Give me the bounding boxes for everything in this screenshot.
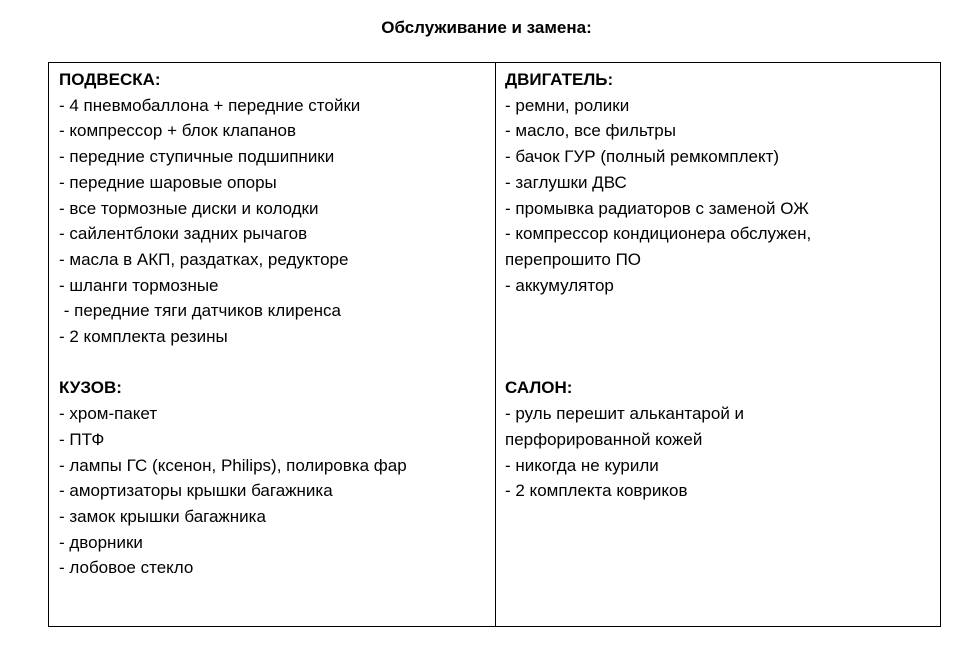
section-spacer xyxy=(505,350,940,376)
list-item: - дворники xyxy=(59,532,143,552)
list-item: - масло, все фильтры xyxy=(505,121,676,141)
list-item: - никогда не курили xyxy=(505,455,659,475)
list-item: - компрессор + блок клапанов xyxy=(59,121,296,141)
section-spacer xyxy=(59,350,495,376)
list-item: - компрессор кондиционера обслужен, xyxy=(505,224,812,244)
section-spacer xyxy=(505,324,940,350)
list-item: - 4 пневмобаллона + передние стойки xyxy=(59,95,361,115)
list-item: - амортизаторы крышки багажника xyxy=(59,481,333,501)
list-item: - передние ступичные подшипники xyxy=(59,147,335,167)
list-item: - 2 комплекта ковриков xyxy=(505,481,688,501)
list-item: - промывка радиаторов с заменой ОЖ xyxy=(505,198,809,218)
document-title: Обслуживание и замена: xyxy=(381,18,592,37)
list-item: - ПТФ xyxy=(59,429,105,449)
engine-heading: ДВИГАТЕЛЬ: xyxy=(505,70,614,89)
list-item: - заглушки ДВС xyxy=(505,172,627,192)
interior-section xyxy=(505,375,940,504)
body-section xyxy=(59,375,495,581)
list-item: - 2 комплекта резины xyxy=(59,327,228,347)
list-item: - шланги тормозные xyxy=(59,275,219,295)
list-item: перепрошито ПО xyxy=(505,249,642,269)
list-item: - передние тяги датчиков клиренса xyxy=(59,301,341,321)
list-item: - хром-пакет xyxy=(59,404,158,424)
list-item: - масла в АКП, раздатках, редукторе xyxy=(59,249,349,269)
list-item: перфорированной кожей xyxy=(505,429,703,449)
list-item: - сайлентблоки задних рычагов xyxy=(59,224,308,244)
interior-heading: САЛОН: xyxy=(505,378,573,398)
engine-section xyxy=(505,67,940,298)
list-item: - все тормозные диски и колодки xyxy=(59,198,319,218)
list-item: - бачок ГУР (полный ремкомплект) xyxy=(505,147,780,167)
list-item: - лобовое стекло xyxy=(59,558,194,578)
list-item: - лампы ГС (ксенон, Philips), полировка фар xyxy=(59,455,407,475)
list-item: - замок крышки багажника xyxy=(59,506,266,526)
left-column xyxy=(49,63,496,626)
list-item: - передние шаровые опоры xyxy=(59,172,277,192)
list-item: - руль перешит алькантарой и xyxy=(505,404,745,424)
body-heading: КУЗОВ: xyxy=(59,378,122,398)
suspension-section xyxy=(59,67,495,350)
list-item: - ремни, ролики xyxy=(505,95,630,115)
list-item: - аккумулятор xyxy=(505,275,614,295)
section-spacer xyxy=(505,298,940,324)
maintenance-table xyxy=(48,62,941,627)
suspension-heading: ПОДВЕСКА: xyxy=(59,70,161,89)
right-column xyxy=(496,63,940,626)
